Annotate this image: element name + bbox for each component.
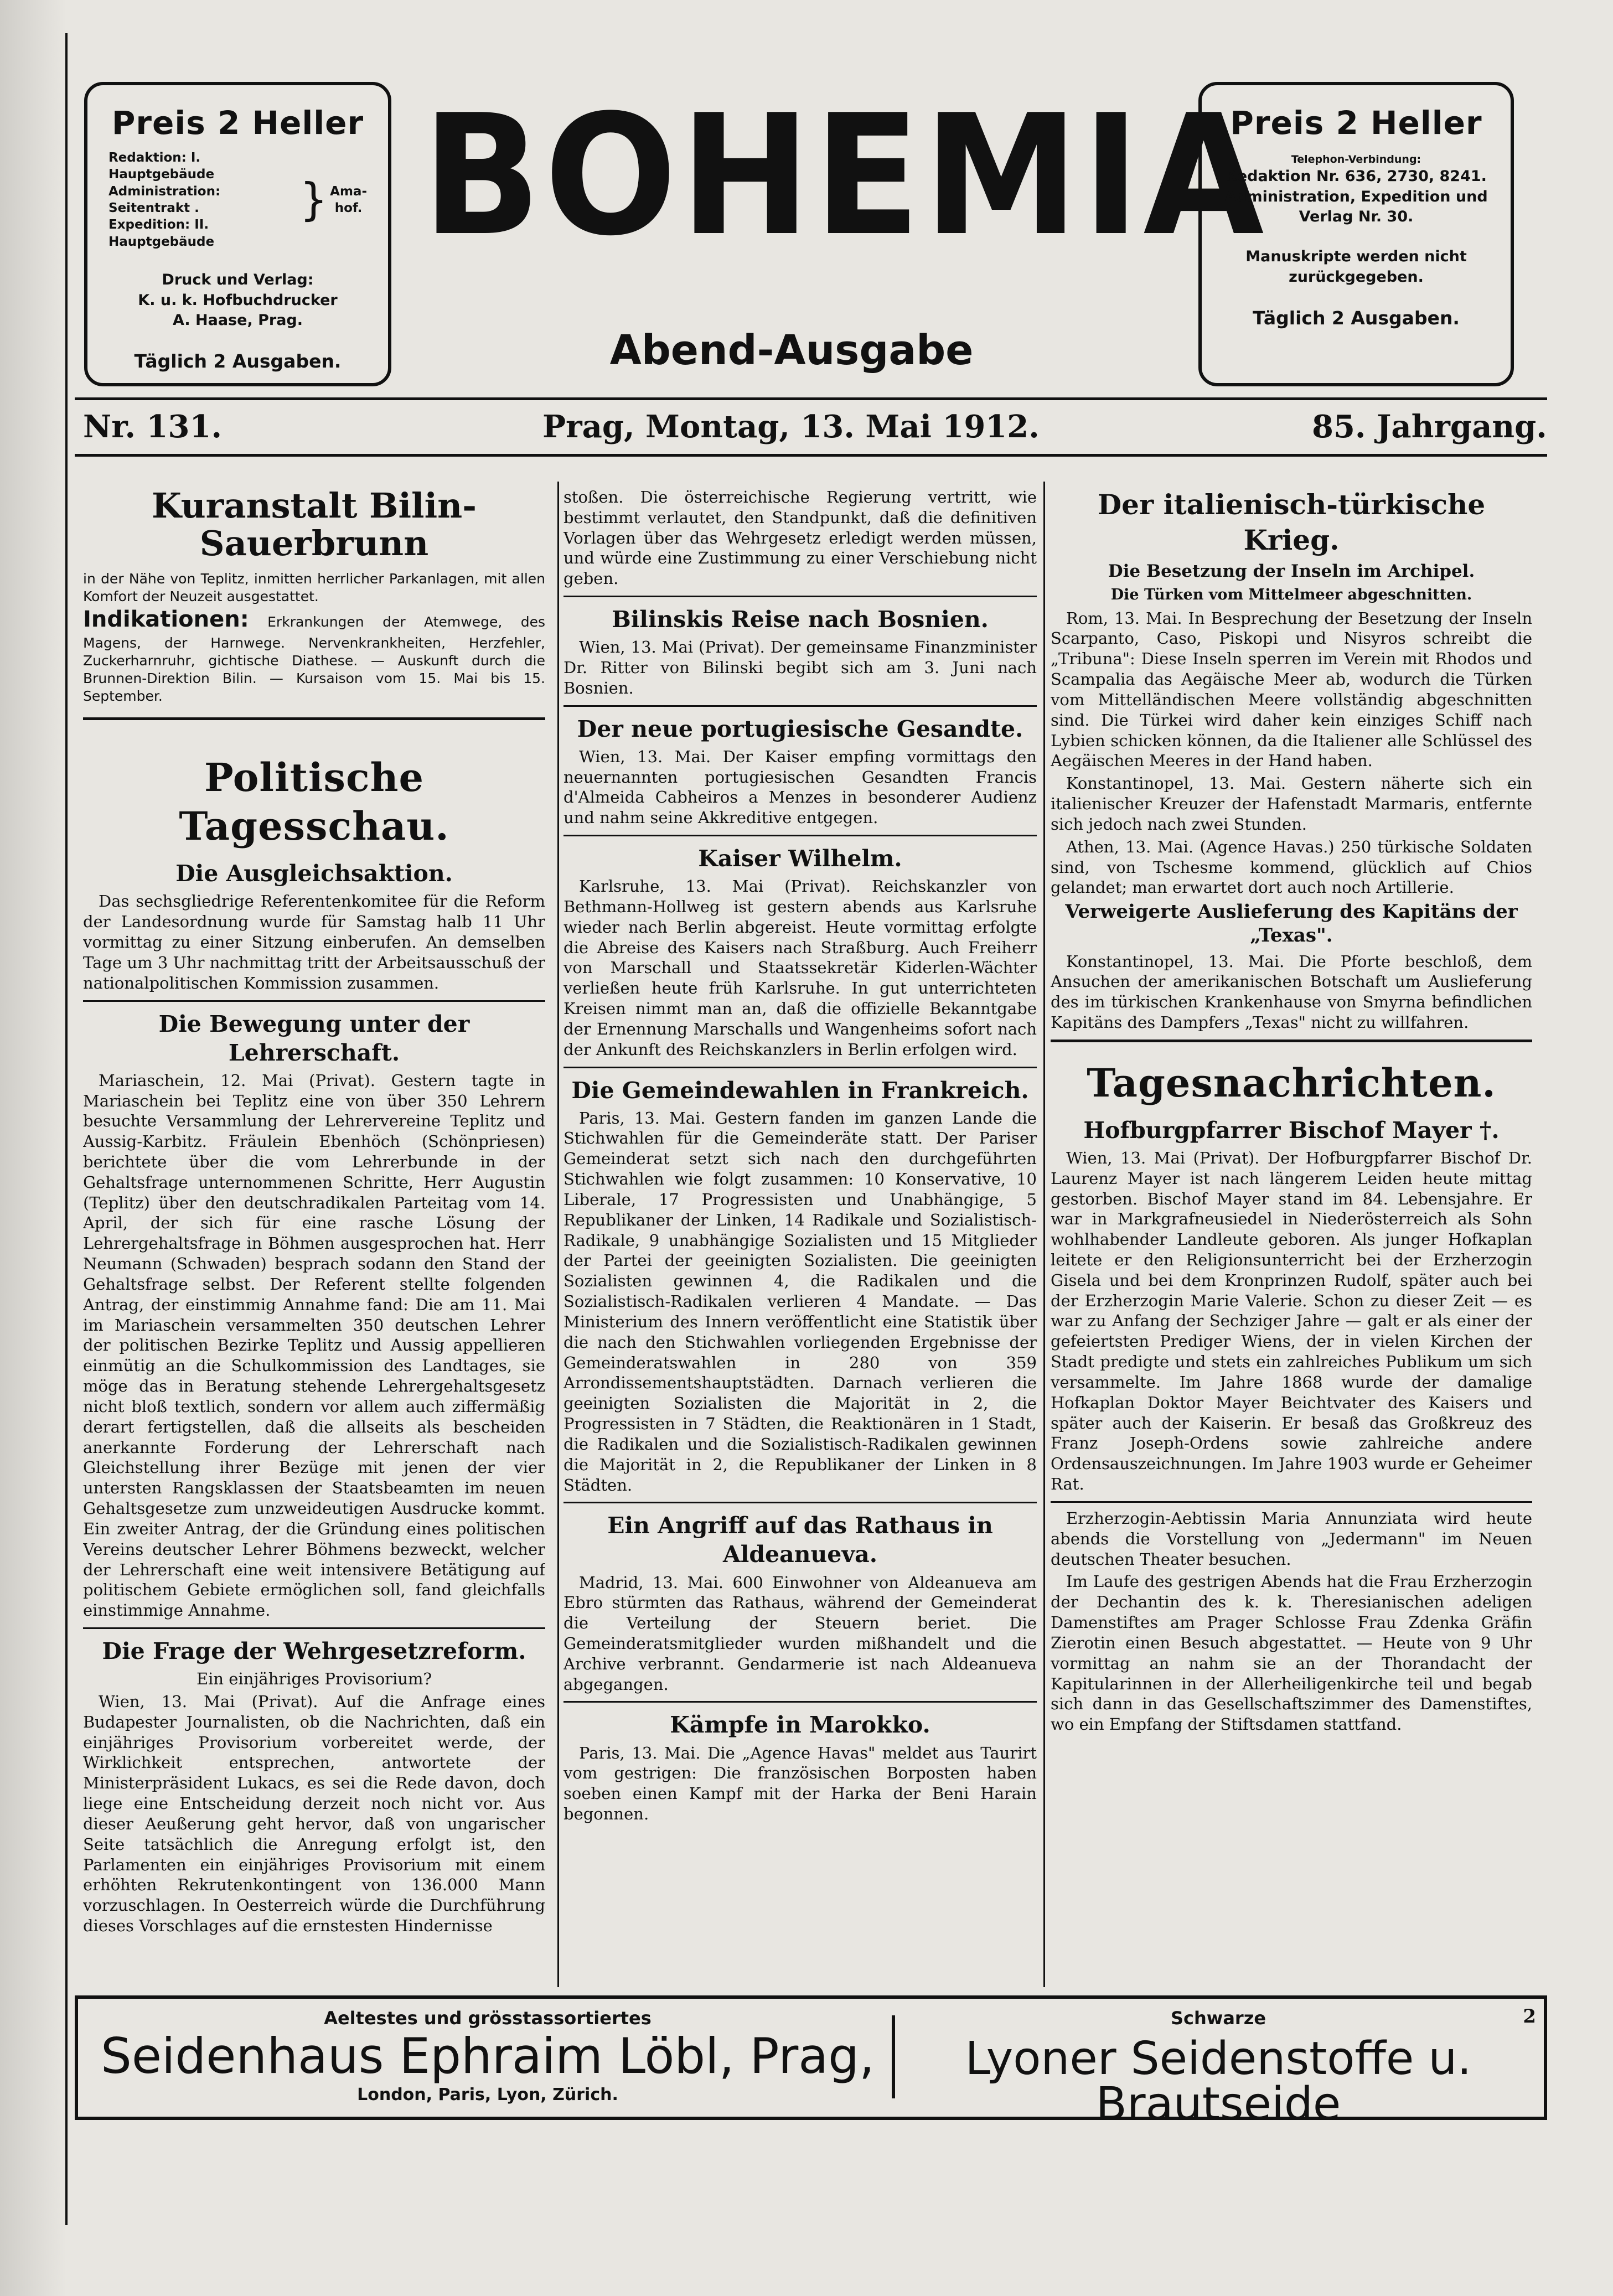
article-title: Kämpfe in Marokko. [670, 1711, 930, 1739]
article-title: Der italienisch-türkische Krieg. [1097, 488, 1486, 556]
article-text: Wien, 13. Mai (Privat). Auf die Anfrage eines Budapester Journalisten, ob die Nachrichten, daß ein einjähriges Provisorium vorbereitet werde, der Wirklichkeit entsprechen, antwortete der Ministerpräsident Lukacs, es sei die Rede davon, doch liege eine Entscheidung derzeit noch nicht vor. Aus dieser Aeußerung geht hervor, daß von ungarischer Seite tatsächlich die Anregung erfolgt ist, den Parlamenten ein einjähriges Provisorium mit einem erhöhten Rekrutenkontingent von 136.000 Mann vorzuschlagen. In Oesterreich würde die Durchführung dieses Vorschlages auf die ernstesten Hindernisse [83, 1692, 545, 1936]
ad-indications-text: Erkrankungen der Atemwege, des Magens, der Harnwege. Nervenkrankheiten, Herzfehler, Zuckerharnruhr, gichtische Diathese. — Auskunft durch die Brunnen-Direktion Bilin. — Kursaison vom 15. Mai bis 15. September. [83, 614, 545, 704]
ad-tagline: Aeltestes und grösstassortiertes [324, 2008, 652, 2029]
brace: } [299, 174, 328, 226]
article-text: Rom, 13. Mai. In Besprechung der Besetzung der Inseln Scarpanto, Caso, Piskopi und Nisyros schreibt die „Tribuna": Diese Inseln sperren im Verein mit Rhodos und Scampalia das Aegäische Meer ab, wodurch die Türken vom Mittelländischen Meere vollständig abgeschnitten sind. Die Türkei wird daher kein einziges Schiff nach Lybien schicken können, da die Italiener alle Schlüssel des Aegäischen Meeres in der Hand haben. [1051, 608, 1532, 770]
article-text: Wien, 13. Mai (Privat). Der Hofburgpfarrer Bischof Dr. Laurenz Mayer ist nach längerem Leiden heute mittag gestorben. Bischof Mayer stand im 84. Lebensjahre. Er war in Markgrafneusiedel in Niederösterreich als Sohn wohlhabender Landleute geboren. Als junger Hofkaplan leitete er den Religionsunterricht bei der Erzherzogin Gisela und bei dem Kronprinzen Rudolf, später auch bei der Erzherzogin Marie Valerie. Schon zu dieser Zeit — es war zu Anfang der Sechziger Jahre — galt er als einer der gefeiertsten Prediger Wiens, der in vielen Kirchen der Stadt predigte und stets ein zahlreiches Publikum um sich versammelte. Im Jahre 1868 wurde der damalige Hofkaplan Doktor Mayer Beichtvater des Kaisers und später auch der Kaiserin. Er besaß das Großkreuz des Franz Joseph-Ordens sowie zahlreiche andere Ordensauszeichnungen. Im Jahre 1903 wurde er Geheimer Rat. [1051, 1148, 1532, 1494]
column-3 [1051, 487, 1532, 1982]
ad-divider [892, 2015, 895, 2098]
office-line: Expedition: II. Hauptgebäude [108, 218, 215, 249]
editions-label: Täglich 2 Ausgaben. [134, 350, 342, 373]
office-line: Redaktion: I. Hauptgebäude [108, 151, 215, 182]
column-2 [563, 487, 1037, 1982]
issue-number: Nr. 131. [83, 408, 222, 445]
druck-line: A. Haase, Prag. [172, 312, 303, 329]
article-title: Die Frage der Wehrgesetzreform. [102, 1638, 526, 1665]
editions-label: Täglich 2 Ausgaben. [1253, 307, 1460, 329]
ad-product: Lyoner Seidenstoffe u. Brautseide [965, 2033, 1472, 2130]
article-text: Erzherzogin-Aebtissin Maria Annunziata wird heute abends die Vorstellung von „Jedermann" im Neuen deutschen Theater besuchen. [1051, 1508, 1532, 1569]
manuscript-note: Manuskripte werden nicht [1245, 248, 1467, 266]
page-number: 2 [1523, 2005, 1536, 2028]
article-title: Kaiser Wilhelm. [698, 845, 902, 872]
article-text: stoßen. Die österreichische Regierung vertritt, wie bestimmt verlautet, den Standpunkt, daß die definitiven Vorlagen über das Wehrgesetz erledigt werden müssen, und würde eine Zustimmung zu einer Verschiebung nicht geben. [563, 488, 1037, 588]
rule-top [75, 397, 1547, 400]
bottom-ad [75, 1995, 1547, 2130]
phone-line: Verlag Nr. 30. [1299, 208, 1414, 225]
article-text: Wien, 13. Mai (Privat). Der gemeinsame Finanzminister Dr. Ritter von Bilinski begibt sich am 3. Juni nach Bosnien. [563, 638, 1037, 697]
article-text: Karlsruhe, 13. Mai (Privat). Reichskanzler von Bethmann-Hollweg ist gestern abends aus Karlsruhe wieder nach Berlin abgereist. Heute vormittag erfolgte die Abreise des Kaisers nach Straßburg. Auch Freiherr von Marschall und Staatssekretär Kiderlen-Wächter verließen heute früh Karlsruhe. In gut unterrichteten Kreisen nimmt man an, daß die offizielle Bekanntgabe der Ernennung Marschalls und Wangenheims sofort nach der Ankunft des Reichskanzlers in Berlin erfolgen wird. [563, 877, 1037, 1059]
ad-kuranstalt-title: Kuranstalt Bilin-Sauerbrunn [152, 487, 477, 564]
page-border-left [65, 33, 68, 2225]
price-label: Preis 2 Heller [1230, 104, 1482, 142]
edition-title: Abend-Ausgabe [609, 327, 974, 374]
article-title: Die Gemeindewahlen in Frankreich. [571, 1077, 1029, 1104]
druck-line: K. u. k. Hofbuchdrucker [138, 291, 338, 309]
phone-line: Administration, Expedition und [1224, 188, 1488, 205]
article-text: Athen, 13. Mai. (Agence Havas.) 250 türkische Soldaten sind, von Tschesme kommend, glücklich auf Chios gelandet; man erwartet dort auch noch Artillerie. [1051, 837, 1532, 897]
ad-company: Seidenhaus Ephraim Löbl, Prag, [100, 2028, 875, 2085]
article-title: Die Bewegung unter der Lehrerschaft. [158, 1010, 470, 1066]
scan-edge [0, 0, 66, 2296]
article-title: Verweigerte Auslieferung des Kapitäns der „Texas". [1065, 901, 1518, 947]
price-box-right [1198, 82, 1514, 386]
article-title: Hofburgpfarrer Bischof Mayer †. [1083, 1116, 1500, 1144]
article-title: Ein Angriff auf das Rathaus in Aldeanueva. [607, 1512, 993, 1568]
article-text: Im Laufe des gestrigen Abends hat die Frau Erzherzogin der Dechantin des k. k. Theresianischen adeligen Damenstiftes am Prager Schlosse Frau Zdenka Gräfin Zierotin einen Besuch abgestattet. — Heute von 9 Uhr vormittag an nahm sie an der Thorandacht der Kapitularinnen in der Allerheiligenkirche teil und begab sich dann in das Gesellschaftszimmer des Damenstiftes, wo ein Empfang der Stiftsdamen stattfand. [1051, 1572, 1532, 1734]
article-title: Bilinskis Reise nach Bosnien. [612, 606, 989, 633]
section-title: Tagesnachrichten. [1087, 1059, 1496, 1106]
column-rule [1043, 482, 1045, 1987]
ad-left [89, 2008, 886, 2104]
office-location: Ama-hof. [330, 184, 367, 216]
article-text: Paris, 13. Mai. Gestern fanden im ganzen Lande die Stichwahlen für die Gemeinderäte statt. Der Pariser Gemeinderat setzt sich nach den durchgeführten Stichwahlen wie folgt zusammen: 10 Konservative, 10 Liberale, 17 Progressisten und Unabhängige, 5 Republikaner der Linken, 14 Radikale und Sozialistisch-Radikale, 9 unabhängige Sozialisten und 15 Mitglieder der Partei der geeinigten Sozialisten. Die geeinigten Sozialisten gewinnen 4, die Radikalen und die Sozialistisch-Radikalen verlieren 4 Mandate. — Das Ministerium des Innern veröffentlicht eine Statistik über die nach den Stichwahlen vorliegenden Ergebnisse der Gemeinderatswahlen in 280 von 359 Arrondissementshauptstädten. Darnach verlieren die geeinigten Sozialisten die Majorität in 2, die Progressisten in 7 Städten, die Reaktionären in 1 Stadt, die Radikalen und die Sozialistisch-Radikalen gewinnen die Majorität in 2, die Republikaner der Linken in 8 Städten. [563, 1108, 1037, 1495]
phone-line: Telephon-Verbindung: [1291, 153, 1421, 166]
volume-year: 85. Jahrgang. [1312, 408, 1547, 445]
column-1 [83, 487, 545, 1982]
article-text: Das sechsgliedrige Referentenkomitee für die Reform der Landesordnung wurde für Samstag halb 11 Uhr vormittag zu einer Sitzung einberufen. An demselben Tage um 3 Uhr nachmittag tritt der Arbeitsausschuß der nationalpolitischen Kommission zusammen. [83, 892, 545, 992]
office-line: Administration: Seitentrakt . [108, 184, 221, 216]
article-text: Konstantinopel, 13. Mai. Die Pforte beschloß, dem Ansuchen der amerikanischen Botschaft um Auslieferung des im türkischen Krankenhause von Smyrna befindlichen Kapitäns des Dampfers „Texas" nicht zu willfahren. [1051, 952, 1532, 1032]
article-title: Die Ausgleichsaktion. [175, 860, 453, 887]
price-label: Preis 2 Heller [111, 104, 364, 142]
article-subtitle: Ein einjähriges Provisorium? [196, 1669, 432, 1689]
ad-tagline-right: Schwarze [1170, 2008, 1266, 2029]
druck-line: Druck und Verlag: [162, 271, 314, 289]
article-subtitle: Die Türken vom Mittelmeer abgeschnitten. [1110, 586, 1472, 604]
price-box-left [84, 82, 391, 386]
column-rule [557, 482, 559, 1987]
ad-kuranstalt-intro: in der Nähe von Teplitz, inmitten herrlicher Parkanlagen, mit allen Komfort der Neuzeit ausgestattet. [83, 571, 545, 605]
article-text: Madrid, 13. Mai. 600 Einwohner von Aldeanueva am Ebro stürmten das Rathaus, während der Gemeinderat die Verteilung der Steuern beriet. Die Gemeinderatsmitglieder wurden mißhandelt und die Archive verbrannt. Gendarmerie ist nach Aldeanueva abgegangen. [563, 1573, 1037, 1694]
ad-right [908, 2008, 1528, 2130]
rule-dateline [75, 454, 1547, 457]
article-text: Konstantinopel, 13. Mai. Gestern näherte sich ein italienischer Kreuzer der Hafenstadt Marmaris, entfernte sich jedoch nach zwei Stunden. [1051, 774, 1532, 834]
article-text: Mariaschein, 12. Mai (Privat). Gestern tagte in Mariaschein bei Teplitz eine von über 350 Lehrern besuchte Versammlung der Lehrervereine Teplitz und Aussig-Karbitz. Fräulein Ebenhöch (Schönpriesen) berichtete über die vom Lehrerbunde in der Gehaltsfrage unternommenen Schritte, Herr Augustin (Teplitz) über den deutschradikalen Parteitag vom 14. April, der sich für eine rasche Lösung der Lehrergehaltsfrage in Böhmen ausgesprochen hat. Herr Neumann (Schwaden) besprach sodann den Stand der Gehaltsfrage selbst. Der Referent stellte folgenden Antrag, der einstimmig Annahme fand: Die am 11. Mai im Mariaschein versammelten 350 deutschen Lehrer der politischen Bezirke Teplitz und Aussig appellieren einmütig an die Schulkommission des Landtages, sie möge das in Beratung stehende Lehrergehaltsgesetz nicht bloß textlich, sondern vor allem auch ziffermäßig derart fertigstellen, daß die allseits als bescheiden anerkannte Forderung der Lehrerschaft nach Gleichstellung ihrer Bezüge mit jenen der vier untersten Rangsklassen der Staatsbeamten im neuen Gehaltsgesetze zum unzweideutigen Ausdrucke kommt. Ein zweiter Antrag, der die Gründung eines politischen Vereins deutscher Lehrer Böhmens bezweckt, welcher der Lehrerschaft eine weit intensivere Betätigung auf politischem Gebiete ermöglichen soll, fand gleichfalls einstimmige Annahme. [83, 1071, 545, 1620]
masthead-logo: BOHEMIA [422, 79, 1268, 272]
article-subtitle: Die Besetzung der Inseln im Archipel. [1108, 561, 1475, 581]
section-title: Politische Tagesschau. [179, 754, 449, 850]
ad-cities: London, Paris, Lyon, Zürich. [357, 2085, 618, 2104]
issue-date: Prag, Montag, 13. Mai 1912. [542, 408, 1040, 445]
article-text: Paris, 13. Mai. Die „Agence Havas" meldet aus Taurirt vom gestrigen: Die französischen Borposten haben soeben einen Kampf mit der Harka der Beni Harain begonnen. [563, 1743, 1037, 1824]
article-title: Der neue portugiesische Gesandte. [577, 715, 1023, 742]
ad-indications-label: Indikationen: [83, 607, 249, 633]
phone-line: Redaktion Nr. 636, 2730, 8241. [1226, 168, 1487, 185]
article-text: Wien, 13. Mai. Der Kaiser empfing vormittags den neuernannten portugiesischen Gesandten Francis d'Almeida Cabheiros a Menzes in besonderer Audienz und nahm seine Akkreditive entgegen. [563, 747, 1037, 828]
manuscript-note: zurückgegeben. [1289, 268, 1424, 286]
